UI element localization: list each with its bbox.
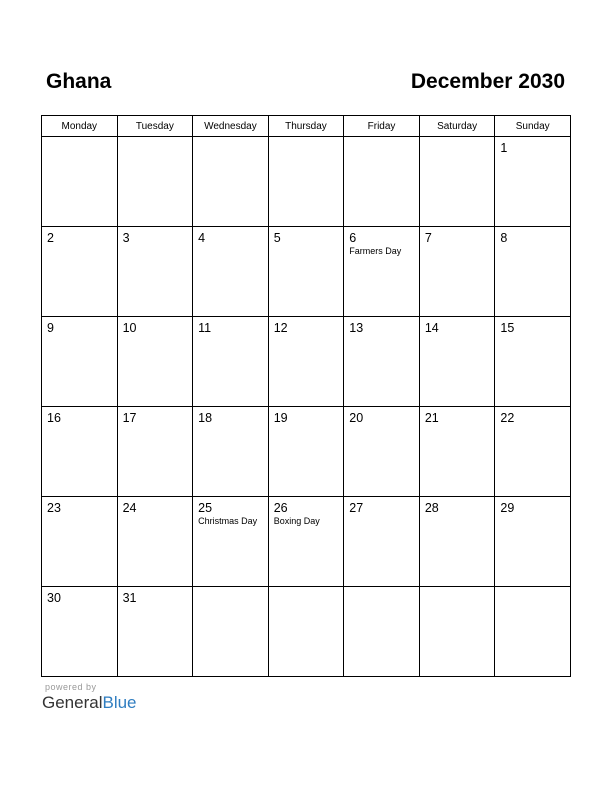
week-row <box>42 227 571 317</box>
day-cell-content <box>42 497 117 519</box>
day-number: 28 <box>424 501 439 515</box>
day-number: 19 <box>273 411 288 425</box>
day-cell <box>193 227 269 317</box>
day-number: 27 <box>349 501 364 515</box>
day-cell-content <box>344 317 419 339</box>
day-cell <box>268 497 344 587</box>
day-number: 24 <box>122 501 137 515</box>
day-cell <box>193 587 269 677</box>
day-cell <box>344 407 420 497</box>
calendar-grid <box>41 115 571 677</box>
day-cell-content <box>193 587 268 595</box>
day-cell <box>419 497 495 587</box>
calendar-header <box>46 70 565 100</box>
day-cell-content <box>344 227 419 262</box>
week-row <box>42 407 571 497</box>
day-cell <box>193 407 269 497</box>
day-cell-content <box>495 587 570 595</box>
country-title: Ghana <box>46 70 112 93</box>
day-number: 14 <box>424 321 439 335</box>
day-cell <box>495 587 571 677</box>
week-row <box>42 317 571 407</box>
weekday-header: Friday <box>344 116 420 137</box>
day-cell <box>42 587 118 677</box>
day-cell <box>193 497 269 587</box>
day-number: 4 <box>198 231 206 245</box>
day-number: 13 <box>349 321 364 335</box>
day-number: 9 <box>47 321 54 335</box>
day-cell <box>42 137 118 227</box>
day-cell-content <box>118 497 193 519</box>
day-cell-content <box>118 227 193 249</box>
day-cell <box>268 137 344 227</box>
holiday-label: Farmers Day <box>349 246 402 256</box>
day-cell <box>42 407 118 497</box>
holiday-label: Boxing Day <box>273 516 320 526</box>
day-cell <box>268 317 344 407</box>
powered-by-text: powered by <box>45 682 97 692</box>
day-cell <box>419 227 495 317</box>
weekday-header: Wednesday <box>193 116 269 137</box>
day-cell-content <box>193 227 268 249</box>
day-cell-content <box>495 137 570 159</box>
weekday-header-row <box>42 116 571 137</box>
day-number: 21 <box>424 411 439 425</box>
day-cell-content <box>420 497 495 519</box>
day-cell <box>344 317 420 407</box>
day-cell-content <box>193 497 268 532</box>
day-cell-content <box>193 407 268 429</box>
day-cell-content <box>118 587 193 609</box>
day-cell-content <box>344 497 419 519</box>
day-cell <box>495 317 571 407</box>
day-number: 2 <box>47 231 54 245</box>
day-cell <box>42 227 118 317</box>
day-cell <box>42 317 118 407</box>
day-cell <box>344 137 420 227</box>
day-number: 26 <box>273 501 288 515</box>
day-number: 17 <box>122 411 137 425</box>
day-cell-content <box>420 317 495 339</box>
day-cell <box>495 497 571 587</box>
weekday-header: Tuesday <box>117 116 193 137</box>
day-cell <box>117 137 193 227</box>
day-number: 15 <box>500 321 515 335</box>
day-cell <box>344 587 420 677</box>
month-title: December 2030 <box>410 70 565 93</box>
day-number: 5 <box>273 231 281 245</box>
day-cell-content <box>344 587 419 595</box>
day-number: 23 <box>47 501 61 515</box>
day-cell-content <box>269 137 344 145</box>
day-cell-content <box>344 407 419 429</box>
day-cell-content <box>193 317 268 339</box>
day-cell-content <box>269 227 344 249</box>
day-number: 1 <box>500 141 508 155</box>
day-cell-content <box>269 317 344 339</box>
day-cell <box>117 317 193 407</box>
weekday-header: Sunday <box>495 116 571 137</box>
day-cell <box>117 497 193 587</box>
weekday-header: Saturday <box>419 116 495 137</box>
brand-logo <box>42 693 137 713</box>
week-row <box>42 137 571 227</box>
day-cell <box>117 227 193 317</box>
day-cell <box>419 317 495 407</box>
day-number: 6 <box>349 231 357 245</box>
day-cell-content <box>269 407 344 429</box>
day-cell-content <box>42 587 117 609</box>
day-cell <box>344 227 420 317</box>
day-cell <box>268 227 344 317</box>
day-cell-content <box>495 227 570 249</box>
week-row <box>42 497 571 587</box>
day-number: 12 <box>273 321 288 335</box>
weekday-header: Monday <box>42 116 118 137</box>
day-cell-content <box>269 587 344 595</box>
day-number: 8 <box>500 231 508 245</box>
day-cell-content <box>420 407 495 429</box>
day-number: 22 <box>500 411 515 425</box>
day-cell <box>495 137 571 227</box>
brand-blue: Blue <box>102 693 137 712</box>
day-cell-content <box>42 407 117 429</box>
day-number: 3 <box>122 231 130 245</box>
day-number: 31 <box>122 591 137 605</box>
day-cell-content <box>42 227 117 249</box>
day-cell-content <box>495 407 570 429</box>
day-cell-content <box>495 317 570 339</box>
day-cell <box>495 227 571 317</box>
day-number: 11 <box>198 321 212 335</box>
day-cell <box>495 407 571 497</box>
day-cell-content <box>193 137 268 145</box>
day-cell <box>117 587 193 677</box>
footer <box>42 682 137 713</box>
day-cell <box>268 407 344 497</box>
day-number: 16 <box>47 411 61 425</box>
day-cell <box>193 317 269 407</box>
day-cell <box>419 137 495 227</box>
weekday-header: Thursday <box>268 116 344 137</box>
day-cell-content <box>118 317 193 339</box>
day-number: 10 <box>122 321 137 335</box>
day-cell <box>193 137 269 227</box>
day-cell-content <box>495 497 570 519</box>
day-cell-content <box>344 137 419 145</box>
day-cell-content <box>420 587 495 595</box>
day-cell <box>117 407 193 497</box>
day-cell-content <box>42 137 117 145</box>
day-number: 20 <box>349 411 364 425</box>
day-cell-content <box>420 137 495 145</box>
brand-general: General <box>42 693 103 712</box>
week-row <box>42 587 571 677</box>
day-cell <box>419 587 495 677</box>
day-cell-content <box>269 497 344 532</box>
day-number: 25 <box>198 501 213 515</box>
day-cell-content <box>42 317 117 339</box>
day-cell <box>42 497 118 587</box>
day-cell <box>419 407 495 497</box>
day-cell-content <box>420 227 495 249</box>
day-cell-content <box>118 407 193 429</box>
day-number: 30 <box>47 591 61 605</box>
day-cell <box>268 587 344 677</box>
holiday-label: Christmas Day <box>198 516 258 526</box>
day-number: 7 <box>424 231 432 245</box>
day-number: 18 <box>198 411 213 425</box>
day-cell-content <box>118 137 193 145</box>
day-cell <box>344 497 420 587</box>
day-number: 29 <box>500 501 515 515</box>
